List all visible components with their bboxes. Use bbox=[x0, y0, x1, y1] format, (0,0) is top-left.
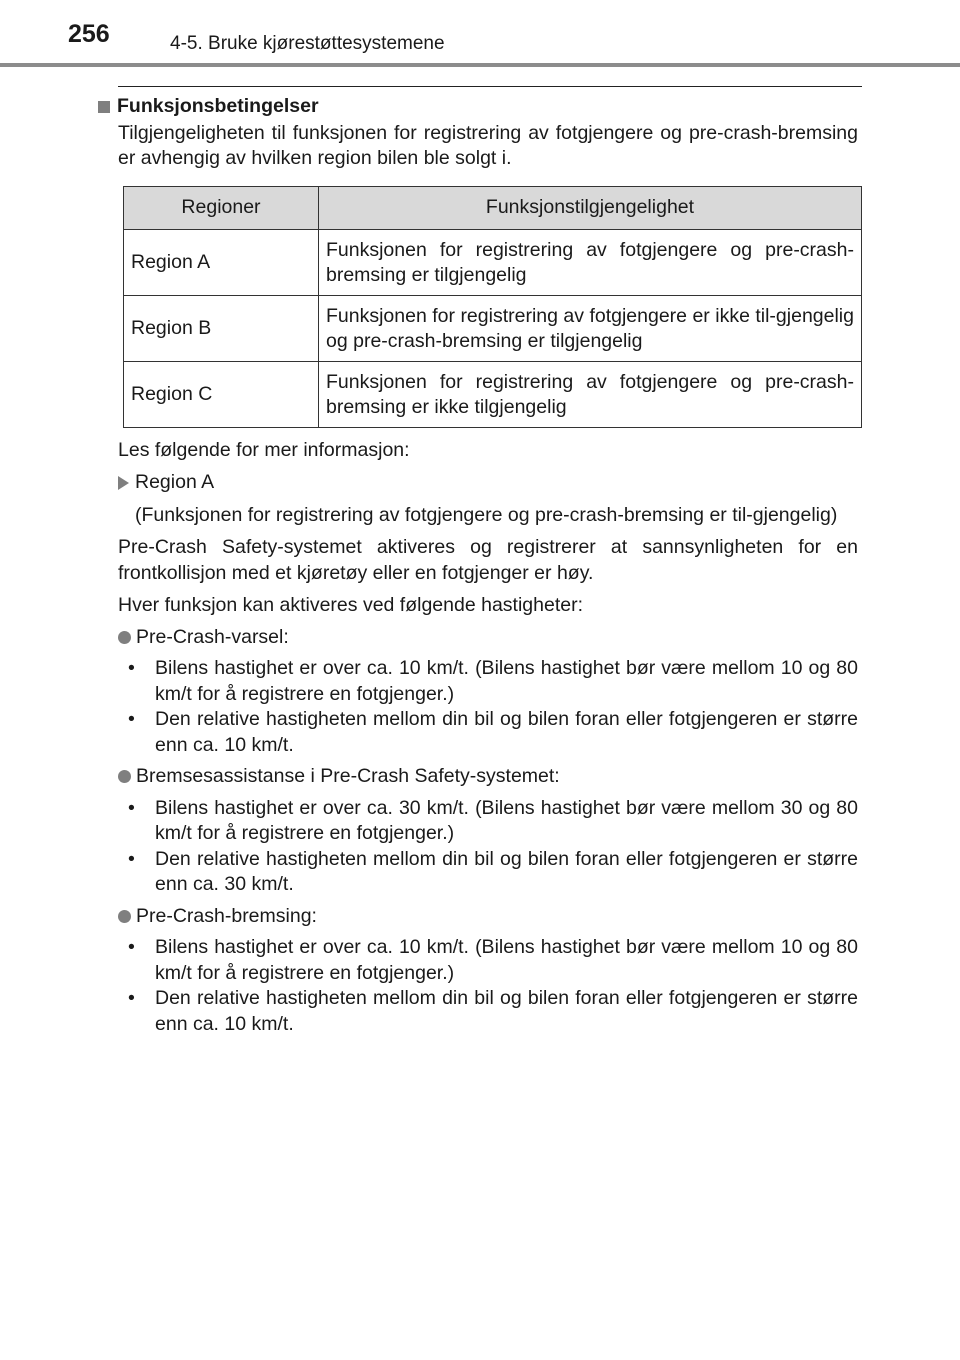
circle-bullet-icon bbox=[118, 910, 131, 923]
section-heading bbox=[98, 94, 858, 120]
table-row bbox=[124, 295, 862, 361]
function-name: Pre-Crash-bremsing: bbox=[136, 904, 317, 927]
bullet-icon: • bbox=[128, 987, 135, 1009]
list-item bbox=[98, 707, 858, 758]
info-lead: Les følgende for mer informasjon: bbox=[118, 438, 410, 461]
table-header-region: Regioner bbox=[124, 186, 319, 229]
table-cell-availability: Funksjonen for registrering av fotgjengere og pre-crash-bremsing er tilgjengelig bbox=[319, 229, 862, 295]
section-title: 4-5. Bruke kjørestøttesystemene bbox=[170, 33, 445, 54]
bullet-icon: • bbox=[128, 657, 135, 679]
top-rule bbox=[118, 86, 862, 87]
bullet-icon: • bbox=[128, 796, 135, 819]
circle-bullet-icon bbox=[118, 770, 131, 783]
circle-bullet-icon bbox=[118, 631, 131, 644]
bullet-icon: • bbox=[128, 936, 135, 958]
condition-text: Den relative hastigheten mellom din bil og bilen foran eller fotgjengeren er større enn ca. 10 km/t. bbox=[155, 708, 858, 756]
table-row bbox=[124, 229, 862, 295]
condition-text: Bilens hastighet er over ca. 10 km/t. (Bilens hastighet bør være mellom 10 og 80 km/t for å registrere en fotgjenger.) bbox=[155, 936, 858, 984]
function-item bbox=[118, 904, 858, 930]
table-row bbox=[124, 361, 862, 427]
condition-text: Bilens hastighet er over ca. 30 km/t. (Bilens hastighet bør være mellom 30 og 80 km/t for å registrere en fotgjenger.) bbox=[155, 796, 858, 844]
condition-text: Den relative hastigheten mellom din bil og bilen foran eller fotgjengeren er større enn ca. 30 km/t. bbox=[155, 847, 858, 895]
bullet-icon: • bbox=[128, 847, 135, 870]
condition-list bbox=[98, 796, 858, 898]
function-name: Bremsesassistanse i Pre-Crash Safety-systemet: bbox=[136, 765, 560, 787]
list-item bbox=[98, 796, 858, 847]
section-heading-text: Funksjonsbetingelser bbox=[117, 95, 319, 117]
condition-text: Bilens hastighet er over ca. 10 km/t. (Bilens hastighet bør være mellom 10 og 80 km/t for å registrere en fotgjenger.) bbox=[155, 657, 858, 705]
speeds-lead: Hver funksjon kan aktiveres ved følgende hastigheter: bbox=[118, 594, 584, 616]
function-name: Pre-Crash-varsel: bbox=[136, 625, 289, 648]
function-item bbox=[118, 764, 858, 790]
region-label-item bbox=[118, 470, 858, 496]
table-cell-availability: Funksjonen for registrering av fotgjengere og pre-crash-bremsing er ikke tilgjengelig bbox=[319, 361, 862, 427]
bullet-icon: • bbox=[128, 708, 135, 730]
list-item bbox=[98, 935, 858, 986]
function-item bbox=[118, 625, 858, 651]
page-content bbox=[98, 94, 858, 1037]
list-item bbox=[98, 847, 858, 898]
condition-text: Den relative hastigheten mellom din bil og bilen foran eller fotgjengeren er større enn ca. 10 km/t. bbox=[155, 987, 858, 1035]
list-item bbox=[98, 656, 858, 707]
square-bullet-icon bbox=[98, 101, 110, 113]
region-table bbox=[123, 186, 862, 428]
table-cell-availability: Funksjonen for registrering av fotgjengere er ikke til-gjengelig og pre-crash-bremsing er tilgjengelig bbox=[319, 295, 862, 361]
triangle-arrow-icon bbox=[118, 476, 129, 490]
description-paragraph: Pre-Crash Safety-systemet aktiveres og registrerer at sannsynligheten for en frontkollisjon med et kjøretøy eller en fotgjenger er høy. bbox=[118, 536, 858, 584]
region-label: Region A bbox=[135, 471, 215, 493]
table-cell-region: Region B bbox=[124, 295, 319, 361]
region-note: (Funksjonen for registrering av fotgjengere og pre-crash-bremsing er til-gjengelig) bbox=[135, 503, 838, 526]
table-cell-region: Region A bbox=[124, 229, 319, 295]
intro-paragraph: Tilgjengeligheten til funksjonen for registrering av fotgjengere og pre-crash-bremsing er avhengig av hvilken region bilen ble solgt i. bbox=[118, 121, 858, 169]
header-rule bbox=[0, 63, 960, 67]
page-header bbox=[0, 0, 960, 70]
condition-list bbox=[98, 656, 858, 758]
condition-list bbox=[98, 935, 858, 1037]
table-cell-region: Region C bbox=[124, 361, 319, 427]
list-item bbox=[98, 986, 858, 1037]
table-header-availability: Funksjonstilgjengelighet bbox=[319, 186, 862, 229]
page-number: 256 bbox=[68, 20, 110, 48]
